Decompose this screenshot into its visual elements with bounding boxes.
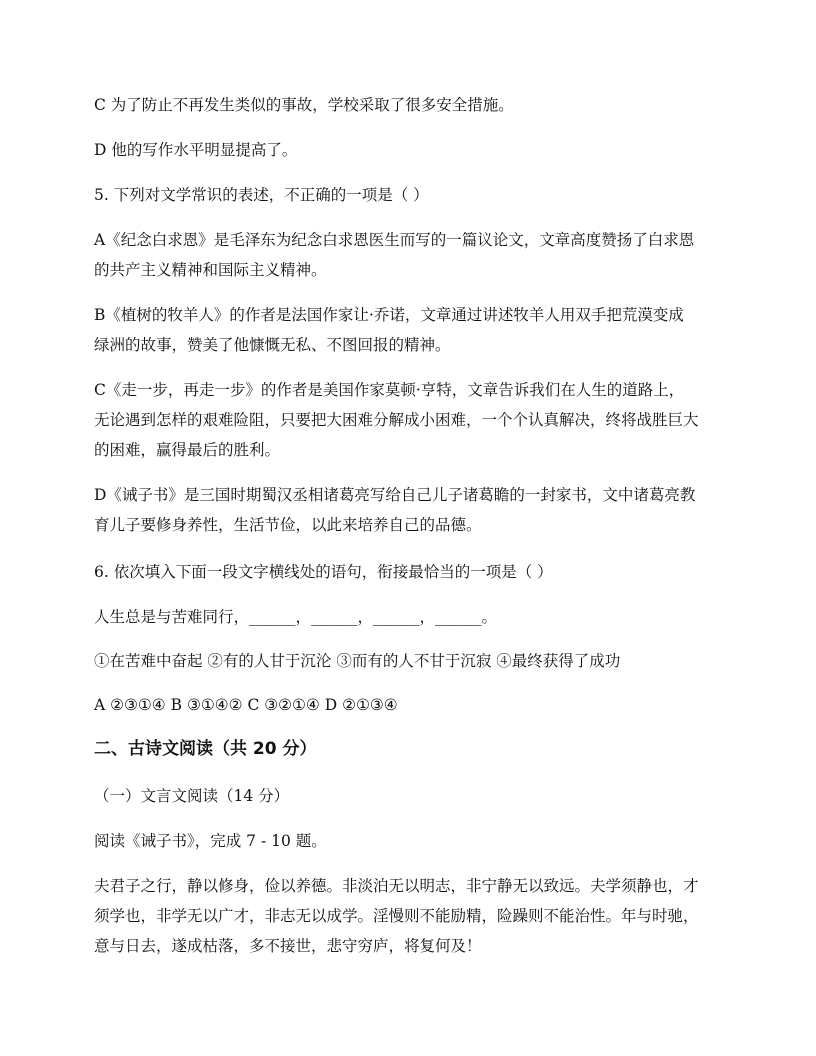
option-c-sentence: C 为了防止不再发生类似的事故，学校采取了很多安全措施。 xyxy=(94,96,514,114)
classical-passage-line-2: 须学也，非学无以广才，非志无以成学。淫慢则不能励精，险躁则不能治性。年与时驰， xyxy=(94,907,699,925)
question-5-stem: 5. 下列对文学常识的表述，不正确的一项是（ ） xyxy=(94,186,429,204)
q5-option-a-line-2: 的共产主义精神和国际主义精神。 xyxy=(94,261,327,279)
q5-option-a-line-1: A《纪念白求恩》是毛泽东为纪念白求恩医生而写的一篇议论文，文章高度赞扬了白求恩 xyxy=(94,231,695,249)
classical-passage-line-1: 夫君子之行，静以修身，俭以养德。非淡泊无以明志，非宁静无以致远。夫学须静也，才 xyxy=(94,877,699,895)
reading-instruction: 阅读《诫子书》，完成 7 - 10 题。 xyxy=(94,832,327,850)
q5-option-c-line-2: 无论遇到怎样的艰难险阻，只要把大困难分解成小困难，一个个认真解决，终将战胜巨大 xyxy=(94,411,699,429)
q5-option-d-line-1: D《诫子书》是三国时期蜀汉丞相诸葛亮写给自己儿子诸葛瞻的一封家书，文中诸葛亮教 xyxy=(94,486,696,504)
subsection-classical-reading: （一）文言文阅读（14 分） xyxy=(94,787,290,805)
q5-option-c-line-3: 的困难，赢得最后的胜利。 xyxy=(94,441,281,459)
question-6-stem: 6. 依次填入下面一段文字横线处的语句，衔接最恰当的一项是（ ） xyxy=(94,563,553,581)
option-d-sentence: D 他的写作水平明显提高了。 xyxy=(94,141,298,159)
classical-passage-line-3: 意与日去，遂成枯落，多不接世，悲守穷庐，将复何及！ xyxy=(94,937,482,955)
q6-options: A ②③①④ B ③①④② C ③②①④ D ②①③④ xyxy=(94,696,398,714)
q5-option-c-line-1: C《走一步，再走一步》的作者是美国作家莫顿·亨特，文章告诉我们在人生的道路上， xyxy=(94,381,685,399)
q6-sentences: ①在苦难中奋起 ②有的人甘于沉沦 ③而有的人不甘于沉寂 ④最终获得了成功 xyxy=(94,652,621,670)
section-2-heading: 二、古诗文阅读（共 20 分） xyxy=(94,739,317,759)
q6-passage: 人生总是与苦难同行，______，______，______，______。 xyxy=(94,608,498,626)
q5-option-b-line-2: 绿洲的故事，赞美了他慷慨无私、不图回报的精神。 xyxy=(94,336,451,354)
q5-option-b-line-1: B《植树的牧羊人》的作者是法国作家让·乔诺，文章通过讲述牧羊人用双手把荒漠变成 xyxy=(94,306,684,324)
q5-option-d-line-2: 育儿子要修身养性，生活节俭，以此来培养自己的品德。 xyxy=(94,516,482,534)
